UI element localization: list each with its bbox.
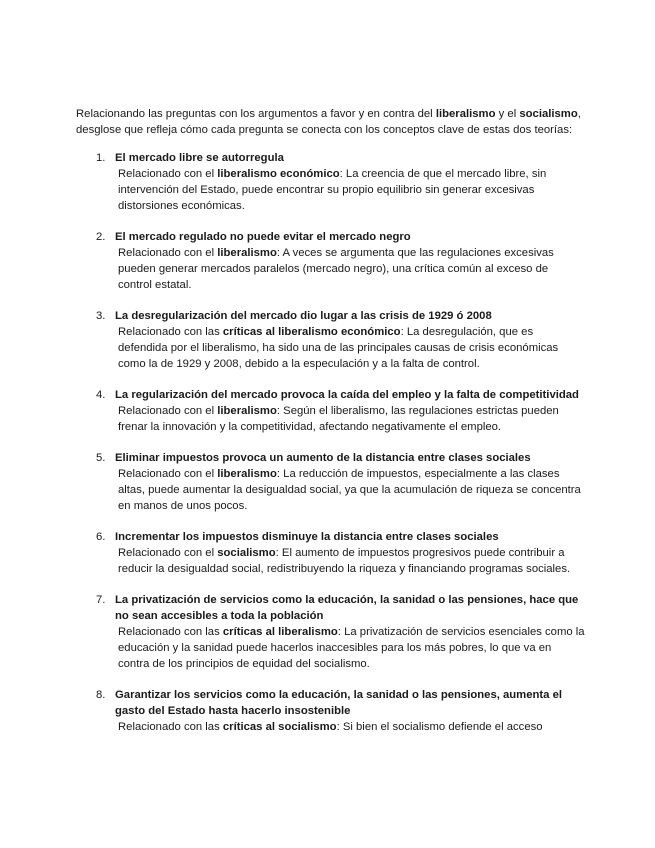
- item-description: [115, 245, 585, 293]
- item-description: [115, 545, 585, 577]
- desc-bold-term: críticas al liberalismo: [222, 626, 338, 638]
- intro-bold-liberalismo: liberalismo: [435, 108, 496, 120]
- list-item: [76, 150, 585, 214]
- intro-text-3: , desglose que refleja cómo cada pregunta se conecta con los conceptos clave de estas dos teorías:: [76, 108, 581, 136]
- item-title: Garantizar los servicios como la educación, la sanidad o las pensiones, aumenta el gasto del Estado hasta hacerlo insostenible: [115, 689, 563, 717]
- desc-body: : La creencia de que el mercado libre, sin intervención del Estado, puede encontrar su propio equilibrio sin generar excesivas distorsiones económicas.: [118, 168, 547, 212]
- numbered-list: [76, 150, 585, 735]
- intro-paragraph: [76, 106, 585, 138]
- item-description: [115, 403, 585, 435]
- item-number: 5.: [96, 452, 106, 464]
- desc-prefix: Relacionado con las: [118, 326, 223, 338]
- desc-prefix: Relacionado con el: [118, 547, 218, 559]
- intro-text-2: y el: [495, 108, 520, 120]
- list-item: [76, 450, 585, 514]
- desc-bold-term: liberalismo económico: [217, 168, 340, 180]
- list-item: [76, 592, 585, 672]
- intro-text-1: Relacionando las preguntas con los argumentos a favor y en contra del: [76, 108, 436, 120]
- list-item: [76, 529, 585, 577]
- desc-bold-term: liberalismo: [217, 247, 277, 259]
- desc-prefix: Relacionado con el: [118, 168, 218, 180]
- item-description: [115, 166, 585, 214]
- item-title: La privatización de servicios como la educación, la sanidad o las pensiones, hace que no sean accesibles a toda la población: [115, 594, 579, 622]
- item-number: 3.: [96, 310, 106, 322]
- item-description: [115, 324, 585, 372]
- list-item: [76, 687, 585, 735]
- item-number: 7.: [96, 594, 106, 606]
- desc-body: : A veces se argumenta que las regulaciones excesivas pueden generar mercados paralelos (mercado negro), una crítica común al exceso de control estatal.: [118, 247, 554, 291]
- item-title: Eliminar impuestos provoca un aumento de la distancia entre clases sociales: [115, 452, 531, 464]
- desc-body: : La reducción de impuestos, especialmente a las clases altas, puede aumentar la desigualdad social, ya que la acumulación de riqueza se concentra en manos de unos pocos.: [118, 468, 581, 512]
- item-description: [115, 719, 585, 735]
- desc-prefix: Relacionado con el: [118, 405, 218, 417]
- desc-prefix: Relacionado con las: [118, 721, 223, 733]
- item-number: 1.: [96, 152, 106, 164]
- item-number: 2.: [96, 231, 106, 243]
- item-title: La regularización del mercado provoca la caída del empleo y la falta de competitividad: [115, 389, 579, 401]
- desc-bold-term: liberalismo: [217, 405, 277, 417]
- item-title: El mercado regulado no puede evitar el mercado negro: [115, 231, 411, 243]
- desc-bold-term: socialismo: [217, 547, 276, 559]
- intro-bold-socialismo: socialismo: [519, 108, 578, 120]
- desc-prefix: Relacionado con el: [118, 468, 218, 480]
- item-number: 6.: [96, 531, 106, 543]
- item-description: [115, 466, 585, 514]
- list-item: [76, 308, 585, 372]
- desc-body: : Según el liberalismo, las regulaciones estrictas pueden frenar la innovación y la competitividad, afectando negativamente el empleo.: [118, 405, 559, 433]
- desc-bold-term: liberalismo: [217, 468, 277, 480]
- item-title: Incrementar los impuestos disminuye la distancia entre clases sociales: [115, 531, 499, 543]
- item-title: El mercado libre se autorregula: [115, 152, 284, 164]
- desc-bold-term: críticas al socialismo: [222, 721, 337, 733]
- item-number: 4.: [96, 389, 106, 401]
- desc-body: : La desregulación, que es defendida por el liberalismo, ha sido una de las principales causas de crisis económicas como la de 1929 y 2008, debido a la especulación y a la falta de control.: [118, 326, 559, 370]
- desc-body: : Si bien el socialismo defiende el acceso: [336, 721, 543, 733]
- desc-bold-term: críticas al liberalismo económico: [222, 326, 401, 338]
- item-title: La desregularización del mercado dio lugar a las crisis de 1929 ó 2008: [115, 310, 492, 322]
- list-item: [76, 387, 585, 435]
- desc-prefix: Relacionado con las: [118, 626, 223, 638]
- list-item: [76, 229, 585, 293]
- desc-body: : La privatización de servicios esenciales como la educación y la sanidad puede hacerlos inaccesibles para los más pobres, lo que va en contra de los principios de equidad del socialismo.: [118, 626, 585, 670]
- desc-body: : El aumento de impuestos progresivos puede contribuir a reducir la desigualdad social, redistribuyendo la riqueza y financiando programas sociales.: [118, 547, 571, 575]
- item-number: 8.: [96, 689, 106, 701]
- item-description: [115, 624, 585, 672]
- desc-prefix: Relacionado con el: [118, 247, 218, 259]
